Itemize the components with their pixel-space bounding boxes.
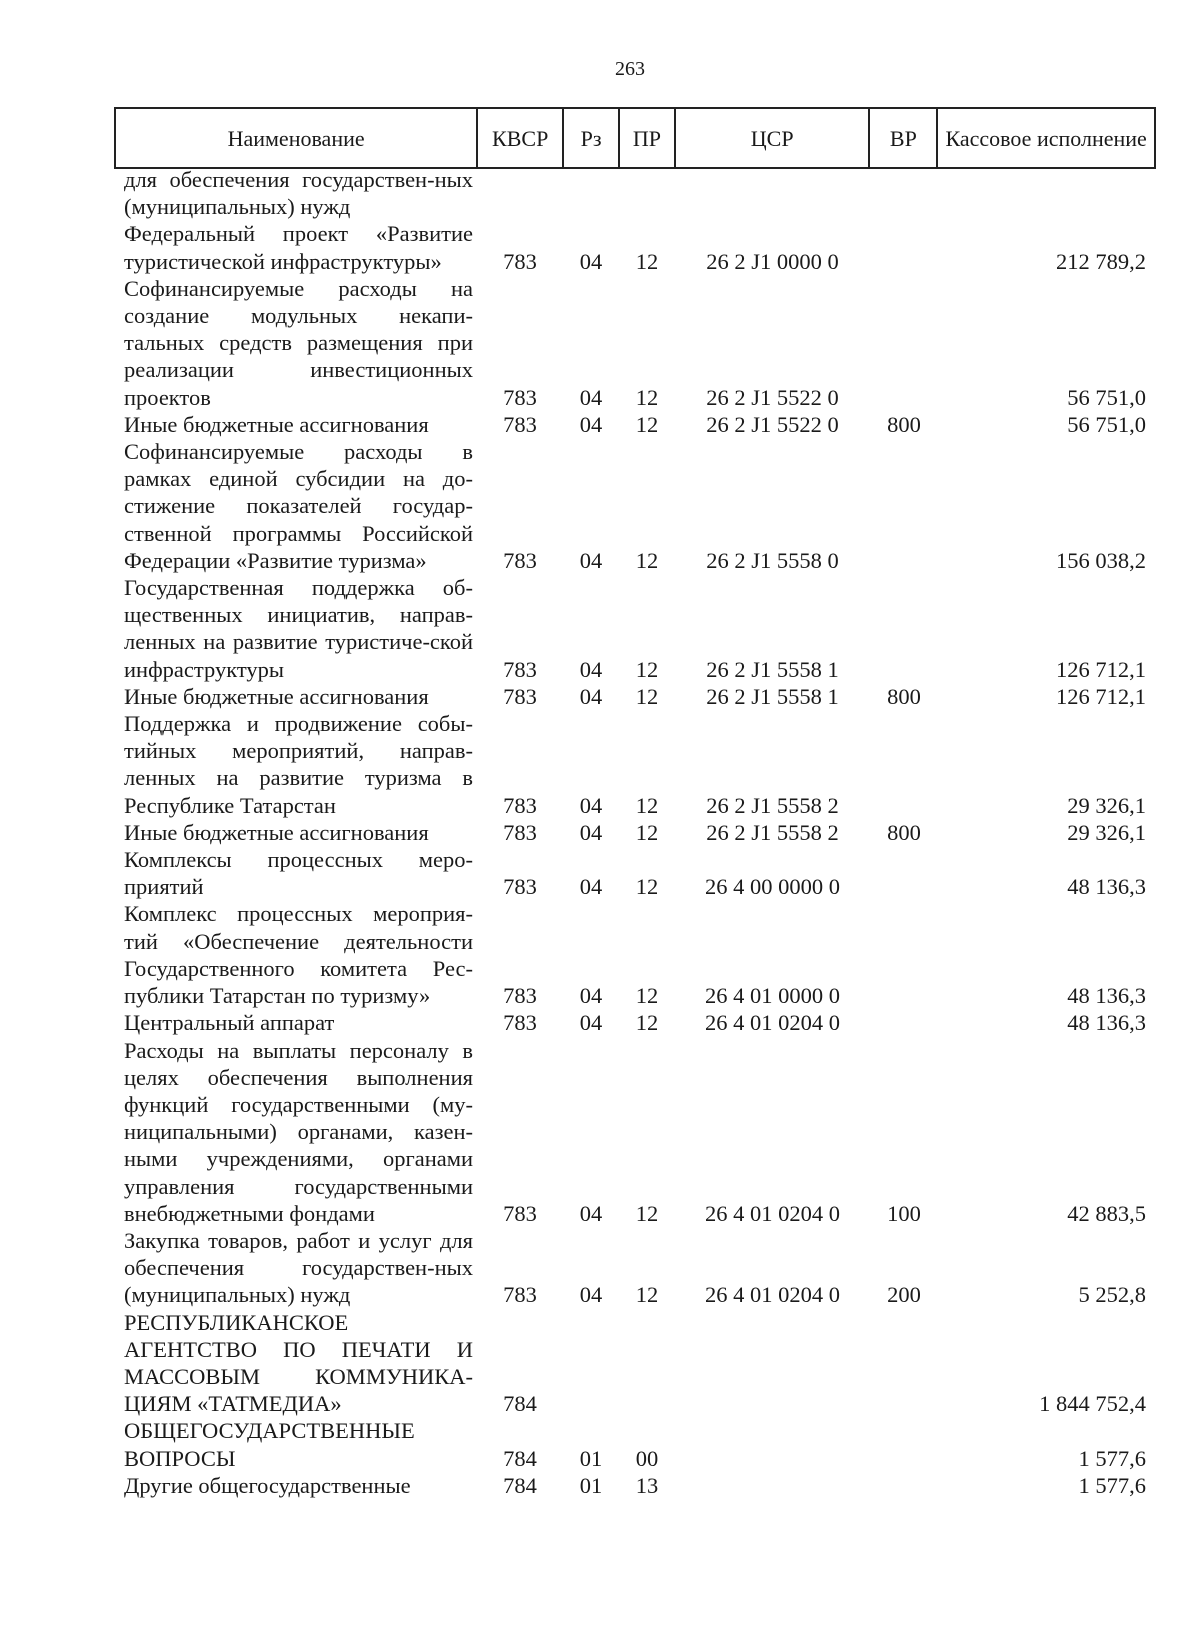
- row-rz: 04: [579, 411, 603, 437]
- row-vr: 100: [887, 1200, 921, 1226]
- row-amount: 29 326,1: [1067, 792, 1146, 818]
- header-name: Наименование: [115, 108, 477, 168]
- page-number: 263: [615, 58, 645, 80]
- table-header: [114, 107, 1156, 169]
- table-row: [114, 220, 1156, 274]
- row-csr: 26 2 J1 5558 1: [706, 656, 839, 682]
- row-csr: [675, 1417, 870, 1471]
- row-vr: [870, 1472, 938, 1499]
- row-kvsr: 783: [503, 248, 537, 274]
- row-csr: 26 2 J1 0000 0: [706, 248, 839, 274]
- row-amount: 48 136,3: [1067, 1010, 1146, 1036]
- table-row: [114, 275, 1156, 411]
- row-csr: 26 2 J1 5522 0: [706, 411, 839, 437]
- row-amount: 126 712,1: [1056, 683, 1146, 709]
- table-row: [114, 819, 1156, 846]
- table-row: [114, 683, 1156, 710]
- row-pr: [619, 1309, 675, 1418]
- table-row: [114, 1009, 1156, 1036]
- row-name: ОБЩЕГОСУДАРСТВЕННЫЕ ВОПРОСЫ: [124, 1418, 415, 1471]
- row-name: Расходы на выплаты персоналу в целях обеспечения выполнения функций государственными (му-ниципальными) органами, казен-ными учреждениями, органами управления государственными внебюджетными фондами: [124, 1037, 473, 1226]
- table-row: [114, 1037, 1156, 1227]
- row-rz: 04: [579, 1010, 603, 1036]
- header-amount: Кассовое исполнение: [937, 108, 1155, 168]
- row-vr: 800: [887, 411, 921, 437]
- row-amount: 1 577,6: [1078, 1472, 1146, 1498]
- row-csr: 26 2 J1 5558 2: [706, 819, 839, 845]
- row-pr: 12: [635, 1282, 659, 1308]
- table-row: [114, 710, 1156, 819]
- row-vr: [870, 1309, 938, 1418]
- row-pr: 00: [635, 1445, 659, 1471]
- row-rz: 04: [579, 1200, 603, 1226]
- row-pr: [619, 166, 675, 220]
- row-amount: 1 844 752,4: [1039, 1391, 1146, 1417]
- row-pr: 12: [635, 547, 659, 573]
- table-row: [114, 166, 1156, 220]
- row-name: РЕСПУБЛИКАНСКОЕ АГЕНТСТВО ПО ПЕЧАТИ И МАССОВЫМ КОММУНИКА-ЦИЯМ «ТАТМЕДИА»: [124, 1309, 473, 1417]
- row-rz: 01: [579, 1445, 603, 1471]
- row-amount: 48 136,3: [1067, 983, 1146, 1009]
- row-kvsr: 783: [503, 1282, 537, 1308]
- row-vr: [870, 438, 938, 574]
- row-amount: 1 577,6: [1078, 1445, 1146, 1471]
- row-kvsr: 784: [503, 1391, 537, 1417]
- table-row: [114, 1472, 1156, 1499]
- row-kvsr: 783: [503, 792, 537, 818]
- row-rz: 04: [579, 384, 603, 410]
- row-rz: 04: [579, 874, 603, 900]
- header-rz: Рз: [563, 108, 619, 168]
- row-csr: [675, 1309, 870, 1418]
- row-kvsr: 783: [503, 656, 537, 682]
- row-kvsr: 783: [503, 1010, 537, 1036]
- row-kvsr: 783: [503, 1200, 537, 1226]
- row-pr: 12: [635, 656, 659, 682]
- row-pr: 12: [635, 683, 659, 709]
- table-row: [114, 411, 1156, 438]
- row-csr: 26 2 J1 5522 0: [706, 384, 839, 410]
- row-pr: 12: [635, 384, 659, 410]
- row-name: Центральный аппарат: [124, 1010, 335, 1036]
- table-row: [114, 1417, 1156, 1471]
- row-rz: 04: [579, 819, 603, 845]
- row-pr: 12: [635, 792, 659, 818]
- row-pr: 12: [635, 411, 659, 437]
- row-vr: [870, 574, 938, 683]
- row-vr: [870, 1417, 938, 1471]
- row-rz: 04: [579, 1282, 603, 1308]
- row-name: Государственная поддержка об-щественных инициатив, направ-ленных на развитие туристиче-ской инфраструктуры: [124, 575, 473, 682]
- row-name: для обеспечения государствен-ных (муниципальных) нужд: [124, 167, 473, 220]
- row-kvsr: 783: [503, 874, 537, 900]
- row-csr: 26 2 J1 5558 0: [706, 547, 839, 573]
- row-amount: 48 136,3: [1067, 874, 1146, 900]
- row-csr: 26 2 J1 5558 1: [706, 683, 839, 709]
- row-amount: 42 883,5: [1067, 1200, 1146, 1226]
- row-pr: 12: [635, 819, 659, 845]
- table-row: [114, 574, 1156, 683]
- row-csr: 26 4 01 0204 0: [705, 1010, 840, 1036]
- row-pr: 12: [635, 874, 659, 900]
- table-row: [114, 1309, 1156, 1418]
- row-amount: 29 326,1: [1067, 819, 1146, 845]
- row-name: Иные бюджетные ассигнования: [124, 411, 429, 437]
- row-rz: 04: [579, 983, 603, 1009]
- row-amount: [938, 166, 1156, 220]
- row-csr: [675, 1472, 870, 1499]
- row-kvsr: [477, 166, 563, 220]
- row-kvsr: 783: [503, 411, 537, 437]
- row-csr: [675, 166, 870, 220]
- row-kvsr: 784: [503, 1445, 537, 1471]
- header-kvsr: КВСР: [477, 108, 563, 168]
- row-rz: [563, 1309, 619, 1418]
- table-row: [114, 438, 1156, 574]
- row-name: Комплексы процессных меро-приятий: [124, 847, 473, 900]
- table-row: [114, 900, 1156, 1009]
- row-rz: 01: [579, 1472, 603, 1498]
- row-amount: 5 252,8: [1078, 1282, 1146, 1308]
- row-rz: 04: [579, 792, 603, 818]
- row-name: Иные бюджетные ассигнования: [124, 819, 429, 845]
- row-rz: 04: [579, 248, 603, 274]
- row-csr: 26 4 00 0000 0: [705, 874, 840, 900]
- row-vr: [870, 846, 938, 900]
- row-name: Софинансируемые расходы в рамках единой субсидии на до-стижение показателей государ-ственной программы Российской Федерации «Развитие туризма»: [124, 439, 473, 573]
- table-row: [114, 1227, 1156, 1309]
- row-amount: 56 751,0: [1067, 411, 1146, 437]
- row-vr: 800: [887, 819, 921, 845]
- row-name: Закупка товаров, работ и услуг для обеспечения государствен-ных (муниципальных) нужд: [124, 1227, 473, 1308]
- header-row: [115, 108, 1155, 168]
- row-vr: 200: [887, 1282, 921, 1308]
- row-name: Комплекс процессных мероприя-тий «Обеспечение деятельности Государственного комитета Рес-публики Татарстан по туризму»: [124, 901, 473, 1009]
- row-rz: 04: [579, 683, 603, 709]
- row-pr: 13: [635, 1472, 659, 1498]
- row-amount: 56 751,0: [1067, 384, 1146, 410]
- row-kvsr: 783: [503, 547, 537, 573]
- row-kvsr: 783: [503, 384, 537, 410]
- row-kvsr: 783: [503, 983, 537, 1009]
- row-name: Поддержка и продвижение собы-тийных мероприятий, направ-ленных на развитие туризма в Республике Татарстан: [124, 711, 473, 818]
- row-pr: 12: [635, 248, 659, 274]
- row-csr: 26 4 01 0000 0: [705, 983, 840, 1009]
- header-csr: ЦСР: [675, 108, 869, 168]
- table-row: [114, 846, 1156, 900]
- budget-table: [114, 166, 1156, 1499]
- row-name: Иные бюджетные ассигнования: [124, 683, 429, 709]
- row-name: Федеральный проект «Развитие туристической инфраструктуры»: [124, 221, 473, 274]
- row-kvsr: 783: [503, 683, 537, 709]
- row-pr: 12: [635, 1200, 659, 1226]
- row-csr: 26 4 01 0204 0: [705, 1200, 840, 1226]
- row-name: Другие общегосударственные: [124, 1472, 411, 1498]
- row-amount: 212 789,2: [1056, 248, 1146, 274]
- row-vr: [870, 220, 938, 274]
- row-vr: [870, 900, 938, 1009]
- row-amount: 126 712,1: [1056, 656, 1146, 682]
- row-amount: 156 038,2: [1056, 547, 1146, 573]
- row-pr: 12: [635, 1010, 659, 1036]
- row-csr: 26 4 01 0204 0: [705, 1282, 840, 1308]
- row-vr: [870, 1009, 938, 1036]
- row-vr: [870, 710, 938, 819]
- row-csr: 26 2 J1 5558 2: [706, 792, 839, 818]
- row-rz: 04: [579, 547, 603, 573]
- row-rz: 04: [579, 656, 603, 682]
- row-name: Софинансируемые расходы на создание модульных некапи-тальных средств размещения при реализации инвестиционных проектов: [124, 275, 473, 410]
- row-rz: [563, 166, 619, 220]
- row-pr: 12: [635, 983, 659, 1009]
- row-kvsr: 783: [503, 819, 537, 845]
- header-pr: ПР: [619, 108, 675, 168]
- row-vr: 800: [887, 683, 921, 709]
- row-vr: [870, 166, 938, 220]
- row-vr: [870, 275, 938, 411]
- header-vr: ВР: [869, 108, 937, 168]
- row-kvsr: 784: [503, 1472, 537, 1498]
